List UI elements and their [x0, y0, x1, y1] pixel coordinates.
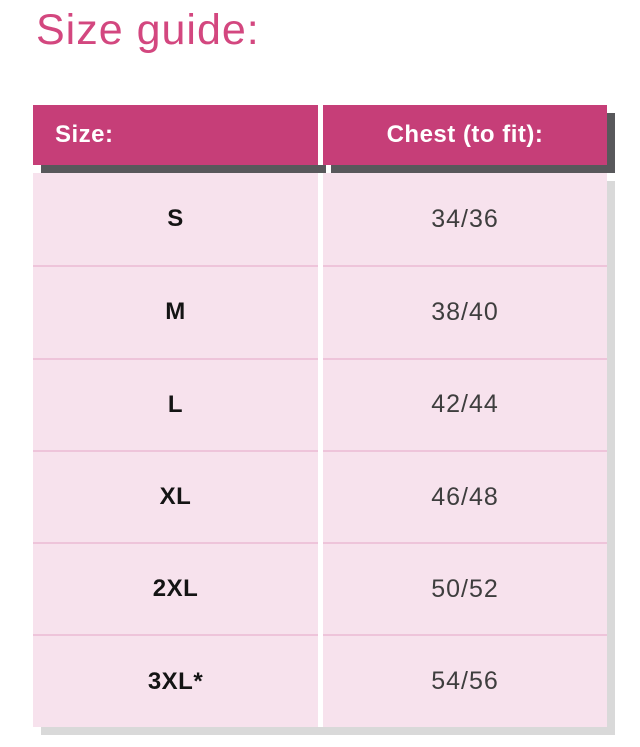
column-header-chest-label: Chest (to fit): — [386, 121, 544, 148]
size-cell: S — [167, 205, 184, 233]
size-cell: 2XL — [152, 575, 199, 603]
table-header-row — [33, 105, 607, 165]
chest-cell: 38/40 — [431, 297, 499, 326]
size-cell: M — [165, 298, 186, 326]
column-header-size-label: Size: — [55, 121, 114, 148]
column-header-size — [33, 105, 318, 165]
chest-cell: 54/56 — [431, 667, 499, 696]
table-body — [33, 173, 607, 727]
size-cell: XL — [159, 483, 192, 511]
chest-cell: 46/48 — [431, 482, 499, 511]
chest-cell: 34/36 — [431, 204, 499, 233]
size-guide-table — [33, 105, 607, 727]
page-title: Size guide: — [36, 6, 260, 54]
column-header-chest — [323, 105, 607, 165]
size-cell: L — [167, 390, 184, 418]
size-cell: 3XL* — [147, 667, 204, 695]
column-divider — [318, 105, 323, 165]
column-divider — [318, 173, 323, 727]
chest-cell: 50/52 — [431, 574, 499, 603]
chest-cell: 42/44 — [431, 390, 499, 419]
